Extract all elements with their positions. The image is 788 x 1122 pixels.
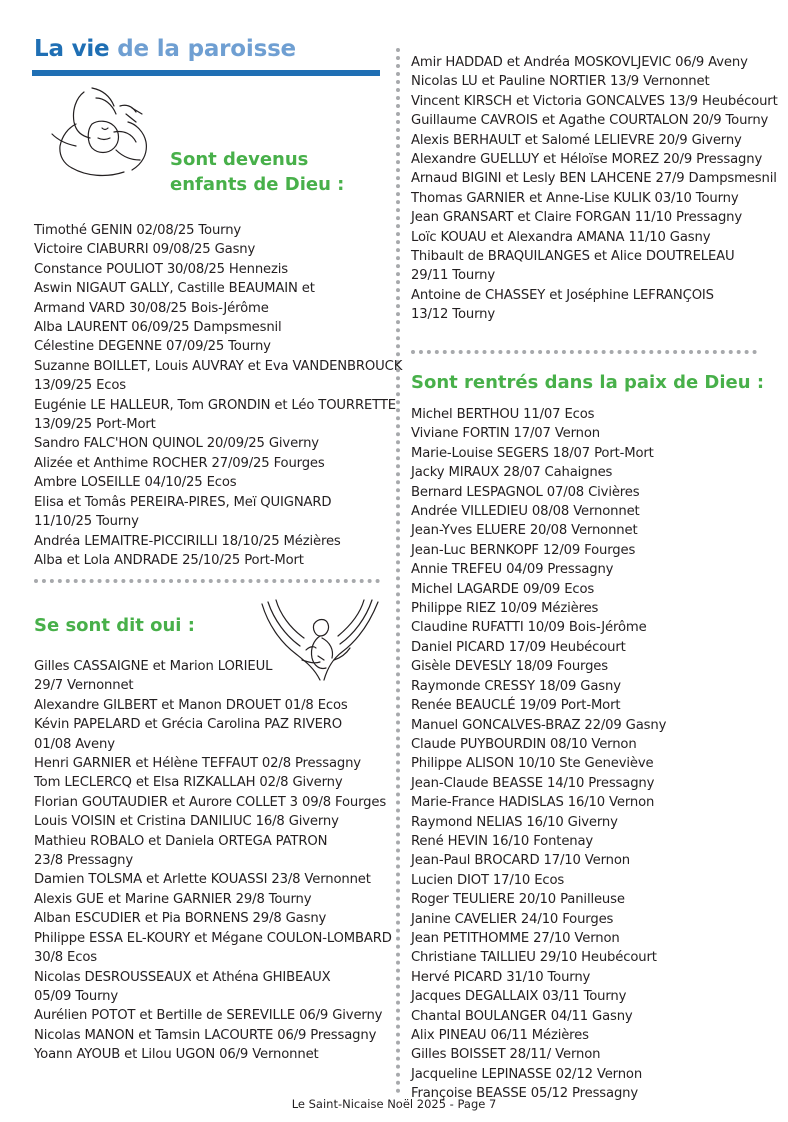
list-item: Renée BEAUCLÉ 19/09 Port-Mort [411,698,621,714]
list-item: Eugénie LE HALLEUR, Tom GRONDIN et Léo TOURRETTE [34,397,396,413]
list-item: Alexandre GUELLUY et Héloïse MOREZ 20/9 Pressagny [411,152,763,168]
list-item: Jean-Paul BROCARD 17/10 Vernon [411,853,630,869]
baptisms-heading [170,147,344,197]
list-item: Alba et Lola ANDRADE 25/10/25 Port-Mort [34,552,304,568]
list-item: Suzanne BOILLET, Louis AUVRAY et Eva VANDENBROUCK [34,358,403,374]
list-item: Jean-Luc BERNKOPF 12/09 Fourges [411,542,636,558]
list-item: Armand VARD 30/08/25 Bois-Jérôme [34,300,269,316]
list-item: Antoine de CHASSEY et Joséphine LEFRANÇOIS [411,287,714,303]
list-item: Roger TEULIERE 20/10 Panilleuse [411,892,625,908]
list-item: Claude PUYBOURDIN 08/10 Vernon [411,736,637,752]
page-title-part1: La vie [34,36,110,62]
list-item: Lucien DIOT 17/10 Ecos [411,872,565,888]
list-item: Françoise BEASSE 05/12 Pressagny [411,1086,639,1102]
list-item: Thomas GARNIER et Anne-Lise KULIK 03/10 Tourny [411,190,739,206]
baptisms-heading-line2: enfants de Dieu : [170,174,345,195]
list-item: 13/12 Tourny [411,307,495,323]
list-item: Florian GOUTAUDIER et Aurore COLLET 3 09/8 Fourges [34,794,387,810]
page-title [34,36,296,62]
list-item: Raymond NELIAS 16/10 Giverny [411,814,618,830]
list-item: Philippe ALISON 10/10 Ste Geneviève [411,756,654,772]
list-item: Philippe RIEZ 10/09 Mézières [411,601,599,617]
list-item: Marie-France HADISLAS 16/10 Vernon [411,795,655,811]
weddings-heading: Se sont dit oui : [34,615,195,636]
list-item: Sandro FALC'HON QUINOL 20/09/25 Giverny [34,436,319,452]
list-item: Jacky MIRAUX 28/07 Cahaignes [411,465,613,481]
page-title-part2: de la paroisse [117,36,296,62]
list-item: 29/7 Vernonnet [34,678,134,694]
baptisms-heading-line1: Sont devenus [170,149,309,170]
list-item: Jean GRANSART et Claire FORGAN 11/10 Pressagny [411,210,743,226]
list-item: Timothé GENIN 02/08/25 Tourny [34,223,242,238]
list-item: Thibault de BRAQUILANGES et Alice DOUTRELEAU [411,249,735,265]
list-item: Aurélien POTOT et Bertille de SEREVILLE 06/9 Giverny [34,1008,383,1024]
list-item: Mathieu ROBALO et Daniela ORTEGA PATRON [34,833,328,849]
list-item: Nicolas LU et Pauline NORTIER 13/9 Vernonnet [411,74,710,90]
list-item: Viviane FORTIN 17/07 Vernon [411,426,601,442]
list-item: Michel BERTHOU 11/07 Ecos [411,407,595,422]
list-item: Elisa et Tomâs PEREIRA-PIRES, Meï QUIGNARD [34,494,332,510]
list-item: Alexis BERHAULT et Salomé LELIEVRE 20/9 Giverny [411,132,742,148]
weddings-list [34,657,392,1065]
list-item: Loïc KOUAU et Alexandra AMANA 11/10 Gasny [411,229,711,245]
list-item: 01/08 Aveny [34,736,115,752]
title-underline [32,70,380,76]
list-item: Nicolas MANON et Tamsin LACOURTE 06/9 Pressagny [34,1027,377,1043]
list-item: Damien TOLSMA et Arlette KOUASSI 23/8 Vernonnet [34,872,371,888]
list-item: Michel LAGARDE 09/09 Ecos [411,581,595,597]
list-item: 30/8 Ecos [34,950,97,966]
list-item: Nicolas DESROUSSEAUX et Athéna GHIBEAUX [34,969,331,985]
weddings-list-continued [411,53,776,325]
page-footer: Le Saint-Nicaise Noël 2025 - Page 7 [291,1097,497,1111]
list-item: Daniel PICARD 17/09 Heubécourt [411,639,626,655]
list-item: Jacques DEGALLAIX 03/11 Tourny [411,989,627,1005]
list-item: Kévin PAPELARD et Grécia Carolina PAZ RIVERO [34,717,342,733]
column-divider [396,48,400,1094]
list-item: Andréa LEMAITRE-PICCIRILLI 18/10/25 Mézières [34,533,341,549]
list-item: Raymonde CRESSY 18/09 Gasny [411,678,621,694]
section-divider [411,350,757,354]
list-item: Hervé PICARD 31/10 Tourny [411,969,591,985]
list-item: Henri GARNIER et Hélène TEFFAUT 02/8 Pressagny [34,756,361,772]
list-item: Alexis GUE et Marine GARNIER 29/8 Tourny [34,891,312,907]
list-item: Yoann AYOUB et Lilou UGON 06/9 Vernonnet [34,1047,319,1063]
list-item: Manuel GONCALVES-BRAZ 22/09 Gasny [411,717,667,733]
funerals-heading: Sont rentrés dans la paix de Dieu : [411,372,765,393]
list-item: Chantal BOULANGER 04/11 Gasny [411,1008,633,1024]
list-item: Andrée VILLEDIEU 08/08 Vernonnet [411,504,640,520]
list-item: 13/09/25 Ecos [34,378,126,394]
list-item: Célestine DEGENNE 07/09/25 Tourny [34,339,271,355]
list-item: Jean-Claude BEASSE 14/10 Pressagny [411,775,655,791]
list-item: Guillaume CAVROIS et Agathe COURTALON 20/9 Tourny [411,113,769,129]
section-divider [34,579,380,583]
list-item: Alban ESCUDIER et Pia BORNENS 29/8 Gasny [34,911,327,927]
list-item: Claudine RUFATTI 10/09 Bois-Jérôme [411,620,647,636]
baptism-illustration [32,84,168,184]
list-item: Aswin NIGAUT GALLY, Castille BEAUMAIN et [34,281,315,297]
baptisms-list [34,221,403,570]
list-item: Jean-Yves ELUERE 20/08 Vernonnet [411,523,638,539]
list-item: Philippe ESSA EL-KOURY et Mégane COULON-LOMBARD [34,930,392,946]
list-item: Jean PETITHOMME 27/10 Vernon [411,930,620,946]
list-item: 29/11 Tourny [411,268,495,284]
list-item: Alba LAURENT 06/09/25 Dampsmesnil [34,320,282,336]
list-item: Constance POULIOT 30/08/25 Hennezis [34,261,289,277]
funerals-list [411,405,776,1104]
list-item: Victoire CIABURRI 09/08/25 Gasny [34,242,256,258]
list-item: Gilles BOISSET 28/11/ Vernon [411,1047,601,1063]
list-item: 23/8 Pressagny [34,853,134,869]
list-item: Annie TREFEU 04/09 Pressagny [411,562,614,578]
list-item: Gisèle DEVESLY 18/09 Fourges [411,659,608,675]
list-item: Tom LECLERCQ et Elsa RIZKALLAH 02/8 Giverny [34,775,343,791]
list-item: Alizée et Anthime ROCHER 27/09/25 Fourges [34,455,325,471]
list-item: 11/10/25 Tourny [34,514,139,530]
list-item: Arnaud BIGINI et Lesly BEN LAHCENE 27/9 Dampsmesnil [411,171,777,187]
list-item: Bernard LESPAGNOL 07/08 Civières [411,484,640,500]
list-item: René HEVIN 16/10 Fontenay [411,833,594,849]
list-item: Amir HADDAD et Andréa MOSKOVLJEVIC 06/9 Aveny [411,55,748,70]
list-item: Vincent KIRSCH et Victoria GONCALVES 13/9 Heubécourt [411,93,778,109]
list-item: Christiane TAILLIEU 29/10 Heubécourt [411,950,657,966]
list-item: Janine CAVELIER 24/10 Fourges [411,911,614,927]
list-item: 05/09 Tourny [34,988,118,1004]
list-item: Louis VOISIN et Cristina DANILIUC 16/8 Giverny [34,814,339,830]
list-item: Gilles CASSAIGNE et Marion LORIEUL [34,659,273,674]
list-item: Marie-Louise SEGERS 18/07 Port-Mort [411,445,654,461]
list-item: Jacqueline LEPINASSE 02/12 Vernon [411,1066,643,1082]
list-item: Alix PINEAU 06/11 Mézières [411,1028,589,1043]
list-item: Alexandre GILBERT et Manon DROUET 01/8 Ecos [34,697,348,713]
list-item: 13/09/25 Port-Mort [34,417,156,433]
list-item: Ambre LOSEILLE 04/10/25 Ecos [34,475,237,491]
